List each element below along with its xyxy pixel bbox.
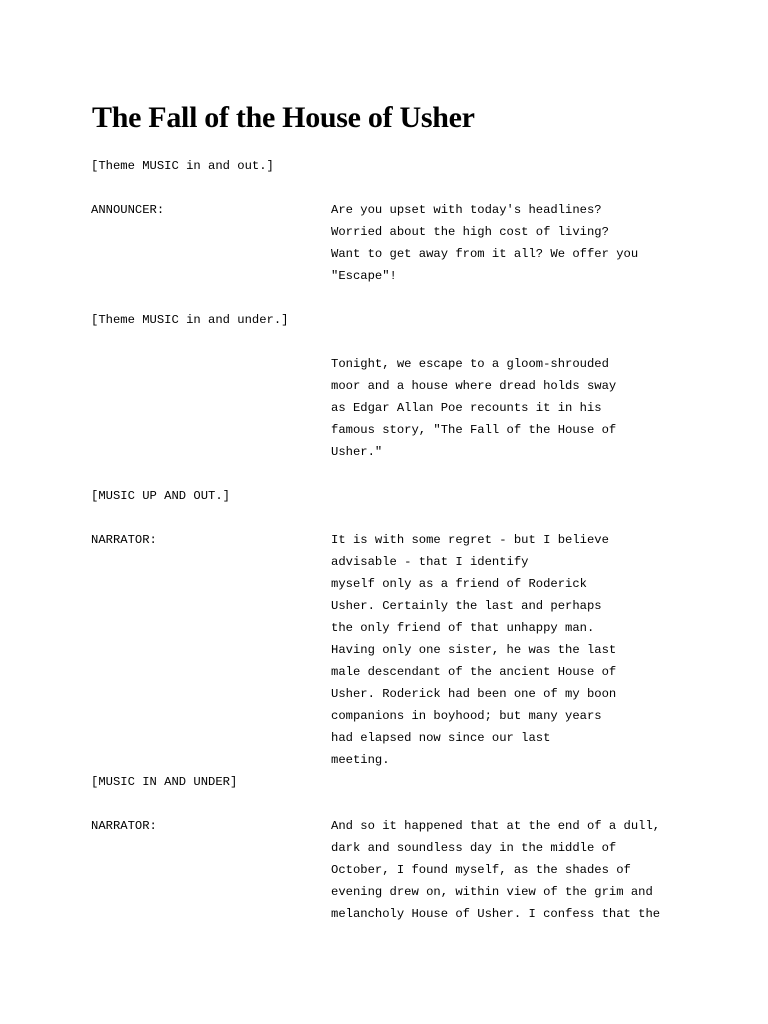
dialogue-line: dark and soundless day in the middle of [331,841,617,855]
stage-direction: [MUSIC IN AND UNDER] [91,775,238,789]
dialogue-line: Usher. Roderick had been one of my boon [331,687,617,701]
stage-direction: [Theme MUSIC in and out.] [91,159,274,173]
dialogue-line: Tonight, we escape to a gloom-shrouded [331,357,609,371]
dialogue-line: companions in boyhood; but many years [331,709,602,723]
dialogue-line: moor and a house where dread holds sway [331,379,617,393]
dialogue-block [331,529,616,771]
page-title: The Fall of the House of Usher [92,101,475,134]
speaker-name: ANNOUNCER: [91,203,165,217]
dialogue-line: Usher. Certainly the last and perhaps [331,599,602,613]
dialogue-line: the only friend of that unhappy man. [331,621,595,635]
dialogue-line: melancholy House of Usher. I confess that the [331,907,661,921]
speaker-name: NARRATOR: [91,533,157,547]
dialogue-line: famous story, "The Fall of the House of [331,423,617,437]
dialogue-line: evening drew on, within view of the grim and [331,885,653,899]
dialogue-line: "Escape"! [331,269,397,283]
dialogue-line: Having only one sister, he was the last [331,643,617,657]
speaker-name: NARRATOR: [91,819,157,833]
dialogue-line: And so it happened that at the end of a dull, [331,819,661,833]
stage-direction: [Theme MUSIC in and under.] [91,313,289,327]
dialogue-line: Are you upset with today's headlines? [331,203,602,217]
dialogue-line: Usher." [331,445,383,459]
dialogue-line: Want to get away from it all? We offer you [331,247,639,261]
dialogue-line: had elapsed now since our last [331,731,551,745]
dialogue-block [331,199,638,287]
dialogue-line: meeting. [331,753,390,767]
dialogue-line: Worried about the high cost of living? [331,225,609,239]
dialogue-line: October, I found myself, as the shades of [331,863,631,877]
dialogue-line: advisable - that I identify [331,555,529,569]
stage-direction: [MUSIC UP AND OUT.] [91,489,230,503]
dialogue-line: It is with some regret - but I believe [331,533,609,547]
dialogue-block [331,353,616,463]
dialogue-line: myself only as a friend of Roderick [331,577,587,591]
dialogue-line: as Edgar Allan Poe recounts it in his [331,401,602,415]
dialogue-line: male descendant of the ancient House of [331,665,617,679]
dialogue-block [331,815,660,925]
